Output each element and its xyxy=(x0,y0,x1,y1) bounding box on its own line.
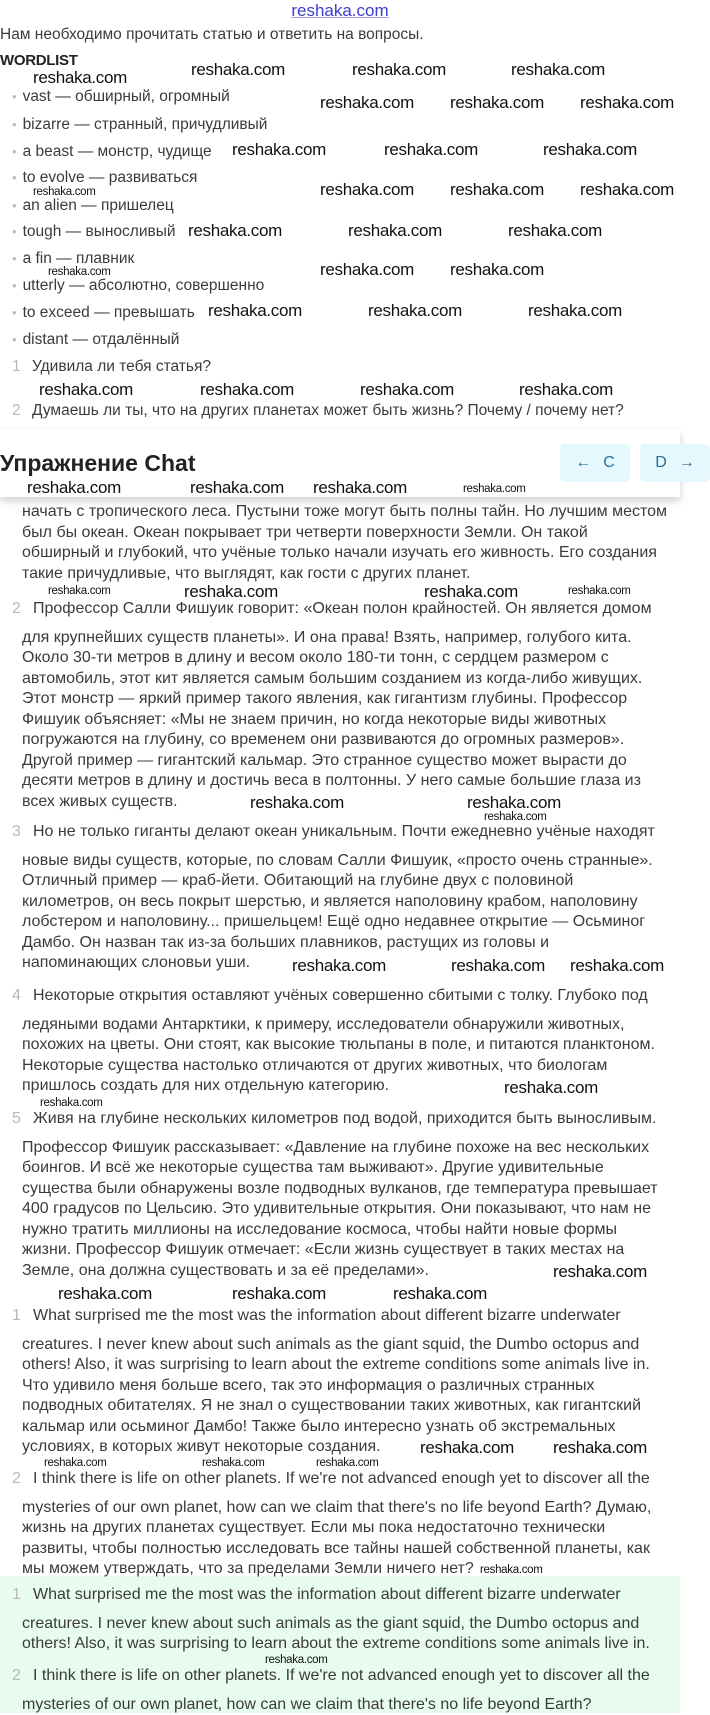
answer-paragraph xyxy=(22,1469,682,1580)
page-title: Упражнение Chat xyxy=(0,450,195,477)
watermark: reshaka.com xyxy=(33,70,127,85)
wordlist-item-text: vast — обширный, огромный xyxy=(23,88,230,105)
watermark: reshaka.com xyxy=(292,958,386,973)
watermark: reshaka.com xyxy=(553,1440,647,1455)
watermark: reshaka.com xyxy=(320,182,414,197)
wordlist-item xyxy=(12,169,197,186)
watermark: reshaka.com xyxy=(313,480,407,495)
paragraph-number: 5 xyxy=(12,1109,21,1130)
question-item xyxy=(12,402,624,420)
watermark: reshaka.com xyxy=(480,1565,543,1575)
text-line: всех живых существ. xyxy=(22,792,682,813)
text-line: десяти метров в длину и достичь веса в полтонны. У него самые большие глаза из xyxy=(22,771,682,792)
article-paragraph xyxy=(22,502,682,584)
prev-exercise-button[interactable] xyxy=(560,444,630,482)
wordlist-item xyxy=(12,250,134,267)
watermark: reshaka.com xyxy=(580,95,674,110)
watermark: reshaka.com xyxy=(191,62,285,77)
next-exercise-label: D xyxy=(655,454,667,472)
watermark: reshaka.com xyxy=(568,586,631,596)
question-number: 2 xyxy=(12,402,32,420)
text-line: Дамбо. Он назван так из-за больших плавников, растущих из головы и xyxy=(22,933,682,954)
wordlist-item xyxy=(12,304,195,321)
watermark: reshaka.com xyxy=(200,382,294,397)
intro-text: Нам необходимо прочитать статью и ответить на вопросы. xyxy=(0,26,424,44)
bullet-icon: • xyxy=(12,117,17,132)
wordlist-item xyxy=(12,331,179,348)
bullet-icon: • xyxy=(12,224,17,239)
wordlist-heading: WORDLIST xyxy=(0,52,78,69)
paragraph-number: 1 xyxy=(12,1585,21,1606)
article-paragraph xyxy=(22,822,682,974)
bullet-icon: • xyxy=(12,332,17,347)
watermark: reshaka.com xyxy=(504,1080,598,1095)
watermark: reshaka.com xyxy=(188,223,282,238)
paragraph-number: 4 xyxy=(12,986,21,1007)
text-line: Некоторые существа настолько отличаются от других животных, что биологам xyxy=(22,1056,682,1077)
text-line: Около 30-ти метров в длину и весом около 180-ти тонн, с сердцем размером с xyxy=(22,648,682,669)
text-line: creatures. I never knew about such animals as the giant squid, the Dumbo octopus and xyxy=(22,1335,682,1356)
watermark: reshaka.com xyxy=(232,142,326,157)
text-line: Но не только гиганты делают океан уникальным. Почти ежедневно учёные находят xyxy=(22,822,682,843)
watermark: reshaka.com xyxy=(570,958,664,973)
text-line: Что удивило меня больше всего, так это информация о различных странных xyxy=(22,1376,682,1397)
text-line: Профессор Салли Фишуик говорит: «Океан полон крайностей. Он является домом xyxy=(22,599,682,620)
wordlist-item-text: a fin — плавник xyxy=(23,250,135,267)
text-line: others! Also, it was surprising to learn about the extreme conditions some animals live in. xyxy=(22,1634,682,1655)
watermark: reshaka.com xyxy=(424,584,518,599)
wordlist-item-text: an alien — пришелец xyxy=(23,197,174,214)
watermark: reshaka.com xyxy=(33,187,96,197)
watermark: reshaka.com xyxy=(580,182,674,197)
question-number: 1 xyxy=(12,358,32,376)
watermark: reshaka.com xyxy=(250,795,344,810)
watermark: reshaka.com xyxy=(393,1286,487,1301)
bullet-icon: • xyxy=(12,89,17,104)
text-line: боингов. И всё же некоторые существа там выживают». Другие удивительные xyxy=(22,1158,682,1179)
text-line: лобстером и наполовину... пришельцем! Ещё одно недавнее открытие — Осьминог xyxy=(22,912,682,933)
wordlist-item-text: to exceed — превышать xyxy=(23,304,195,321)
wordlist-item-text: to evolve — развиваться xyxy=(23,169,198,186)
text-line: What surprised me the most was the information about different bizarre underwater xyxy=(22,1585,682,1606)
arrow-right-icon: → xyxy=(679,454,695,472)
watermark: reshaka.com xyxy=(316,1458,379,1468)
text-line: километров, он весь покрыт шерстью, и является наполовину крабом, наполовину xyxy=(22,892,682,913)
text-line: creatures. I never knew about such animals as the giant squid, the Dumbo octopus and xyxy=(22,1614,682,1635)
watermark: reshaka.com xyxy=(519,382,613,397)
text-line: жизнь на других планетах существует. Если мы пока недостаточно технически xyxy=(22,1518,682,1539)
watermark: reshaka.com xyxy=(27,480,121,495)
article-paragraph xyxy=(22,599,682,812)
question-item xyxy=(12,358,211,376)
watermark: reshaka.com xyxy=(368,303,462,318)
watermark: reshaka.com xyxy=(39,382,133,397)
text-line: Отличный пример — краб-йети. Обитающий на глубине двух с половиной xyxy=(22,871,682,892)
watermark: reshaka.com xyxy=(40,1098,103,1108)
text-line: Другой пример — гигантский кальмар. Это странное существо может вырасти до xyxy=(22,751,682,772)
watermark: reshaka.com xyxy=(451,958,545,973)
text-line: жизни. Профессор Фишуик отмечает: «Если жизнь существует в таких местах на xyxy=(22,1240,682,1261)
text-line: развиты, чтобы полностью исследовать все тайны нашей собственной планеты, как xyxy=(22,1539,682,1560)
question-text: Думаешь ли ты, что на других планетах может быть жизнь? Почему / почему нет? xyxy=(32,402,624,419)
watermark: reshaka.com xyxy=(543,142,637,157)
watermark: reshaka.com xyxy=(348,223,442,238)
bullet-icon: • xyxy=(12,144,17,159)
text-line: подводных обитателях. Я не знал о существовании таких животных, как гигантский xyxy=(22,1396,682,1417)
text-line: Фишуик объясняет: «Мы не знаем причин, но когда некоторые виды животных xyxy=(22,710,682,731)
watermark: reshaka.com xyxy=(450,95,544,110)
watermark: reshaka.com xyxy=(450,182,544,197)
text-line: Земле, она должна существовать и за её пределами». xyxy=(22,1261,682,1282)
text-line: обширный и глубокий, что учёные только начали изучать его живность. Его создания xyxy=(22,543,682,564)
wordlist-item xyxy=(12,88,230,105)
paragraph-number: 3 xyxy=(12,822,21,843)
text-line: mysteries of our own planet, how can we claim that there's no life beyond Earth? xyxy=(22,1695,682,1715)
text-line: пришлось создать для них отдельную категорию. xyxy=(22,1076,682,1097)
watermark: reshaka.com xyxy=(484,812,547,822)
text-line: Этот монстр — яркий пример такого явления, как гигантизм глубины. Профессор xyxy=(22,689,682,710)
watermark: reshaka.com xyxy=(320,95,414,110)
watermark: reshaka.com xyxy=(450,262,544,277)
text-line: Живя на глубине нескольких километров под водой, приходится быть выносливым. xyxy=(22,1109,682,1130)
watermark: reshaka.com xyxy=(208,303,302,318)
bullet-icon: • xyxy=(12,251,17,266)
text-line: похожих на цветы. Они стоят, как высокие тюльпаны в поле, и питаются планктоном. xyxy=(22,1035,682,1056)
watermark: reshaka.com xyxy=(384,142,478,157)
wordlist-item-text: a beast — монстр, чудище xyxy=(23,143,212,160)
text-line: был бы океан. Океан покрывает три четверти поверхности Земли. Он такой xyxy=(22,523,682,544)
watermark: reshaka.com xyxy=(44,1458,107,1468)
text-line: I think there is life on other planets. If we're not advanced enough yet to discover all the xyxy=(22,1469,682,1490)
watermark: reshaka.com xyxy=(528,303,622,318)
watermark: reshaka.com xyxy=(202,1458,265,1468)
text-line: ледяными водами Антарктики, к примеру, исследователи обнаружили животных, xyxy=(22,1015,682,1036)
watermark: reshaka.com xyxy=(48,586,111,596)
text-line: I think there is life on other planets. If we're not advanced enough yet to discover all the xyxy=(22,1666,682,1687)
wordlist-item-text: tough — выносливый xyxy=(23,223,176,240)
question-text: Удивила ли тебя статья? xyxy=(32,358,211,375)
bullet-icon: • xyxy=(12,278,17,293)
paragraph-number: 2 xyxy=(12,599,21,620)
watermark: reshaka.com xyxy=(184,584,278,599)
watermark: reshaka.com xyxy=(463,484,526,494)
text-line: What surprised me the most was the information about different bizarre underwater xyxy=(22,1306,682,1327)
text-line: Профессор Фишуик рассказывает: «Давление на глубине похоже на вес нескольких xyxy=(22,1138,682,1159)
text-line: новые виды существ, которые, по словам Салли Фишуик, «просто очень странные». xyxy=(22,851,682,872)
wordlist-item-text: utterly — абсолютно, совершенно xyxy=(23,277,265,294)
text-line: Некоторые открытия оставляют учёных совершенно сбитыми с толку. Глубоко под xyxy=(22,986,682,1007)
text-line: mysteries of our own planet, how can we claim that there's no life beyond Earth? Думаю, xyxy=(22,1498,682,1519)
arrow-left-icon: ← xyxy=(575,454,591,472)
answer-paragraph xyxy=(22,1306,682,1458)
text-line: существа были обнаружены возле подводных вулканов, где температура превышает xyxy=(22,1179,682,1200)
paragraph-number: 1 xyxy=(12,1306,21,1327)
text-line: нужно тратить миллионы на исследование космоса, чтобы найти новые формы xyxy=(22,1220,682,1241)
watermark: reshaka.com xyxy=(420,1440,514,1455)
watermark: reshaka.com xyxy=(467,795,561,810)
site-link[interactable]: reshaka.com xyxy=(0,1,680,21)
text-line: кальмар или осьминог Дамбо! Также было интересно узнать об экстремальных xyxy=(22,1417,682,1438)
text-line: такие причудливые, что выглядят, как гости с других планет. xyxy=(22,564,682,585)
paragraph-number: 2 xyxy=(12,1469,21,1490)
wordlist-item xyxy=(12,143,212,160)
highlighted-answer xyxy=(22,1666,682,1715)
bullet-icon: • xyxy=(12,170,17,185)
watermark: reshaka.com xyxy=(352,62,446,77)
text-line: начать с тропического леса. Пустыни тоже могут быть полны тайн. Но лучшим местом xyxy=(22,502,682,523)
watermark: reshaka.com xyxy=(190,480,284,495)
text-line: 400 градусов по Цельсию. Это удивительные открытия. Они показывают, что нам не xyxy=(22,1199,682,1220)
watermark: reshaka.com xyxy=(265,1655,328,1665)
watermark: reshaka.com xyxy=(360,382,454,397)
wordlist-item xyxy=(12,116,267,133)
text-line: others! Also, it was surprising to learn about the extreme conditions some animals live in. xyxy=(22,1355,682,1376)
text-line: автомобиль, этот кит является самым большим созданием из когда-либо живущих. xyxy=(22,669,682,690)
text-line: условиях, в которых живут некоторые создания. xyxy=(22,1437,682,1458)
wordlist-item xyxy=(12,223,176,240)
watermark: reshaka.com xyxy=(58,1286,152,1301)
text-line: мы можем утверждать, что за пределами Земли ничего нет? xyxy=(22,1559,682,1580)
watermark: reshaka.com xyxy=(232,1286,326,1301)
bullet-icon: • xyxy=(12,305,17,320)
watermark: reshaka.com xyxy=(511,62,605,77)
text-line: погружаются на глубину, со временем они развиваются до огромных размеров». xyxy=(22,730,682,751)
watermark: reshaka.com xyxy=(320,262,414,277)
article-paragraph xyxy=(22,1109,682,1281)
wordlist-item-text: bizarre — странный, причудливый xyxy=(23,116,268,133)
next-exercise-button[interactable] xyxy=(640,444,710,482)
bullet-icon: • xyxy=(12,198,17,213)
wordlist-item xyxy=(12,197,174,214)
paragraph-number: 2 xyxy=(12,1666,21,1687)
watermark: reshaka.com xyxy=(48,267,111,277)
wordlist-item-text: distant — отдалённый xyxy=(23,331,180,348)
wordlist-item xyxy=(12,277,264,294)
text-line: напоминающих слоновьи уши. xyxy=(22,953,682,974)
highlighted-answer xyxy=(22,1585,682,1655)
watermark: reshaka.com xyxy=(508,223,602,238)
text-line: для крупнейших существ планеты». И она права! Взять, например, голубого кита. xyxy=(22,628,682,649)
watermark: reshaka.com xyxy=(553,1264,647,1279)
prev-exercise-label: C xyxy=(603,454,615,472)
